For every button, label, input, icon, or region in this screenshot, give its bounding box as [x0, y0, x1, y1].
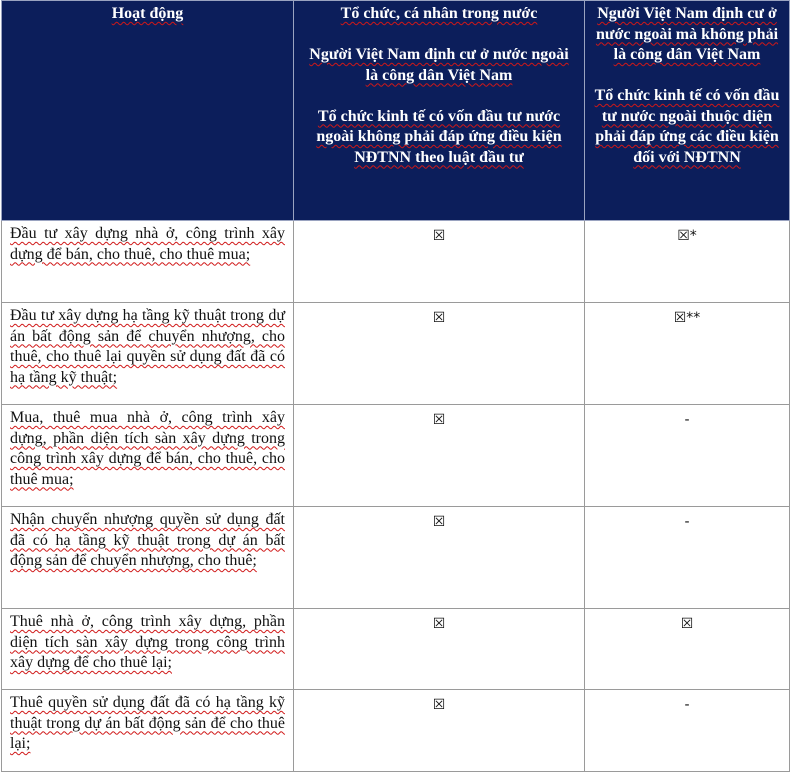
header-foreign — [585, 1, 790, 221]
checkbox-x-icon: ☒ — [432, 310, 446, 326]
dash-mark: - — [684, 514, 690, 530]
table-row — [2, 221, 790, 303]
dash-mark: - — [684, 412, 690, 428]
header-domestic-line: Người Việt Nam định cư ở nước ngoài là công dân Việt Nam — [309, 46, 569, 84]
header-foreign-line: Người Việt Nam định cư ở nước ngoài mà không phải là công dân Việt Nam — [595, 5, 779, 63]
checkbox-x-icon: ☒ — [680, 616, 694, 632]
domestic-mark — [294, 507, 585, 609]
checkbox-x-icon: ☒** — [673, 310, 701, 326]
dash-mark: - — [684, 697, 690, 713]
foreign-mark — [585, 221, 790, 303]
domestic-mark — [294, 609, 585, 690]
checkbox-x-icon: ☒ — [432, 228, 446, 244]
foreign-mark — [585, 405, 790, 507]
header-row — [2, 1, 790, 221]
table-row — [2, 690, 790, 772]
activity-cell: Đầu tư xây dựng nhà ở, công trình xây dựng để bán, cho thuê, cho thuê mua; — [2, 221, 294, 303]
foreign-mark — [585, 507, 790, 609]
header-domestic — [294, 1, 585, 221]
header-foreign-line: Tổ chức kinh tế có vốn đầu tư nước ngoài thuộc diện phải đáp ứng các điều kiện đối với NĐTNN — [594, 87, 780, 166]
checkbox-x-icon: ☒ — [432, 412, 446, 428]
header-activity: Hoạt động — [2, 1, 294, 221]
domestic-mark — [294, 690, 585, 772]
activity-cell: Thuê quyền sử dụng đất đã có hạ tầng kỹ thuật trong dự án bất động sản để cho thuê lại; — [2, 690, 294, 772]
checkbox-x-icon: ☒ — [432, 514, 446, 530]
checkbox-x-icon: ☒* — [677, 228, 697, 244]
table-row — [2, 405, 790, 507]
activity-table — [1, 0, 790, 772]
checkbox-x-icon: ☒ — [432, 616, 446, 632]
foreign-mark — [585, 690, 790, 772]
checkbox-x-icon: ☒ — [432, 697, 446, 713]
activity-cell: Mua, thuê mua nhà ở, công trình xây dựng, phần diện tích sàn xây dựng trong công trình xây dựng để bán, cho thuê, cho thuê mua; — [2, 405, 294, 507]
foreign-mark — [585, 303, 790, 405]
domestic-mark — [294, 303, 585, 405]
table-row — [2, 303, 790, 405]
table-row — [2, 507, 790, 609]
header-domestic-line: Tổ chức kinh tế có vốn đầu tư nước ngoài không phải đáp ứng điều kiện NĐTNN theo luật đầu tư — [316, 107, 562, 166]
activity-cell: Đầu tư xây dựng hạ tầng kỹ thuật trong dự án bất động sản để chuyển nhượng, cho thuê, cho thuê lại quyền sử dụng đất đã có hạ tầng kỹ thuật; — [2, 303, 294, 405]
foreign-mark — [585, 609, 790, 690]
domestic-mark — [294, 405, 585, 507]
table-row — [2, 609, 790, 690]
domestic-mark — [294, 221, 585, 303]
header-domestic-line: Tổ chức, cá nhân trong nước — [340, 5, 538, 22]
activity-cell: Thuê nhà ở, công trình xây dựng, phần diện tích sàn xây dựng trong công trình xây dựng để cho thuê lại; — [2, 609, 294, 690]
activity-cell: Nhận chuyển nhượng quyền sử dụng đất đã có hạ tầng kỹ thuật trong dự án bất động sản để chuyển nhượng, cho thuê; — [2, 507, 294, 609]
